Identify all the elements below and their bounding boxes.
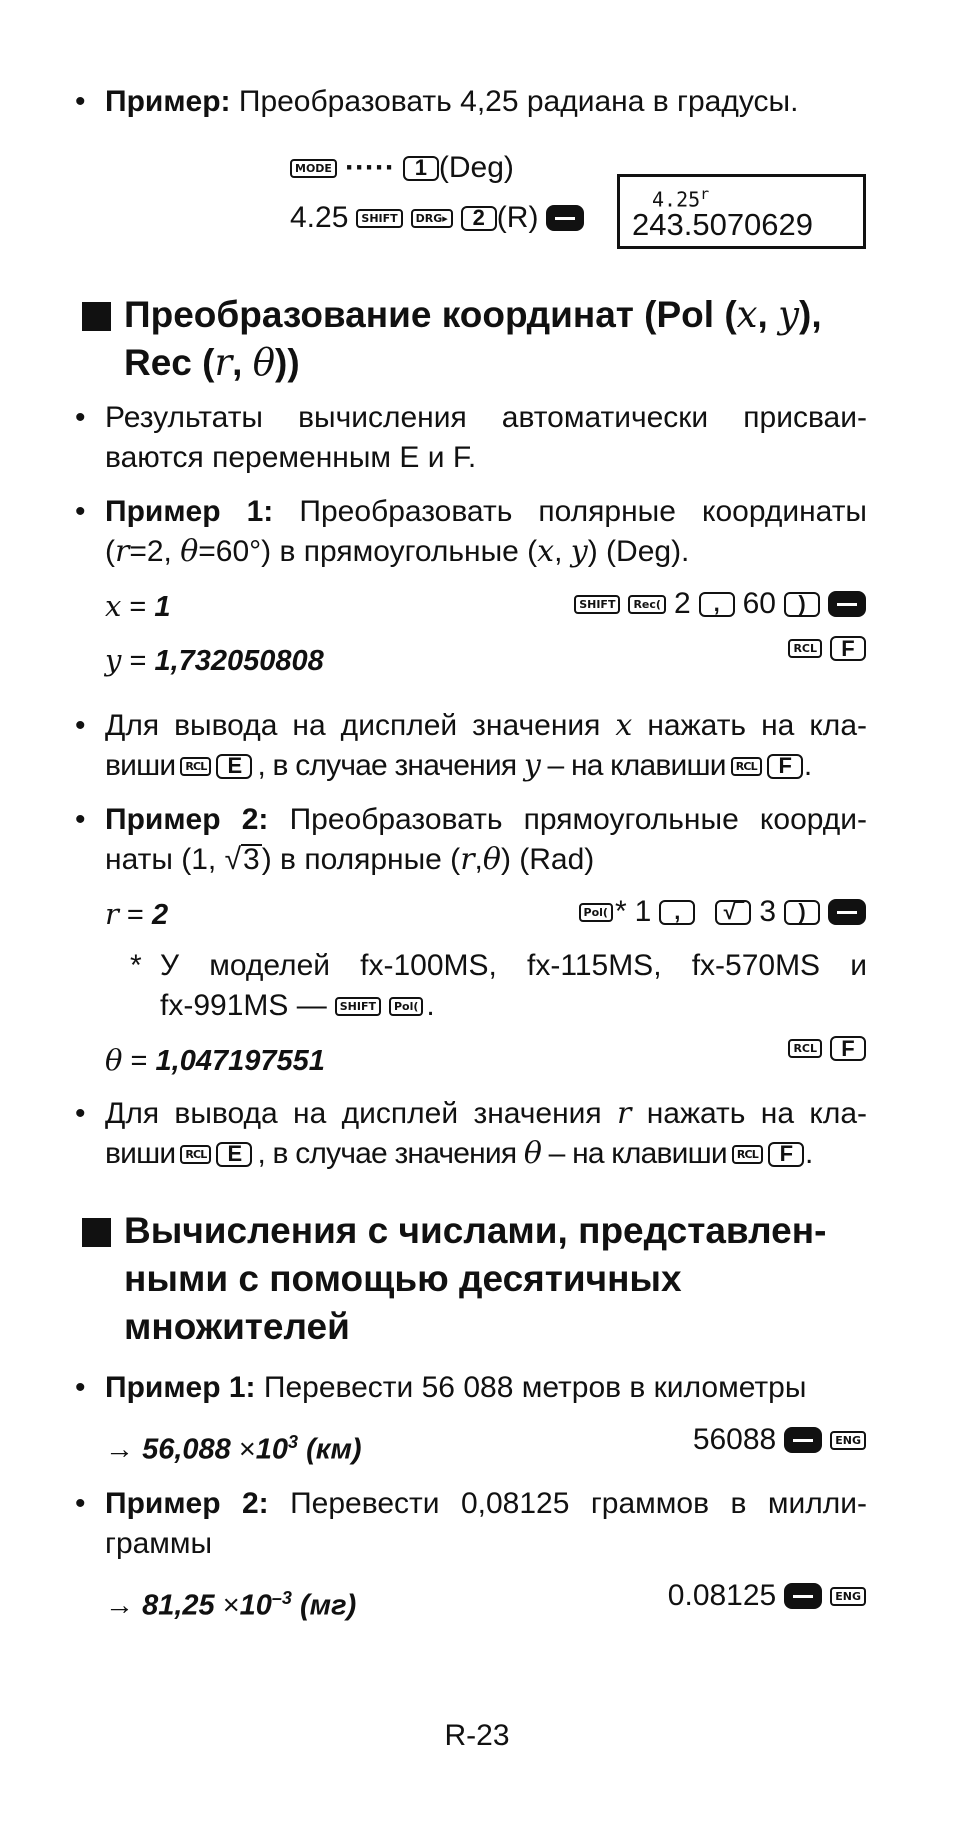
s2-example1-result: → $56,088 \times 10^3$ (км) bbox=[105, 1432, 362, 1466]
intro-key-line-2 bbox=[290, 198, 584, 238]
example2-result-r: r = 2 bbox=[105, 897, 169, 931]
display-result: 243.5070629 bbox=[632, 207, 814, 242]
example2-line2: наты (1, √3) в полярные (r,θ) (Rad) bbox=[105, 842, 595, 877]
bullet-dot: • bbox=[75, 1371, 86, 1404]
section2-title-line2: ными с помощью десятичных bbox=[124, 1258, 682, 1299]
example2-keys-r: Pol( * 1 , √‾ 3 ) bbox=[579, 892, 866, 932]
footnote-line2: fx-991MS — SHIFT Pol( . bbox=[160, 989, 435, 1022]
pol-key[interactable]: Pol( bbox=[389, 997, 423, 1016]
eng-key[interactable]: ENG bbox=[830, 1587, 866, 1606]
bullet-dot: • bbox=[75, 803, 86, 836]
f-key[interactable]: F bbox=[768, 1142, 804, 1167]
example1-result-y: y = 1,732050808 bbox=[105, 643, 324, 677]
example-description: Преобразовать 4,25 радиана в градусы. bbox=[238, 85, 799, 118]
digit: 60 bbox=[742, 587, 776, 620]
example2-keys-theta bbox=[788, 1036, 866, 1061]
section2-title-line3: множителей bbox=[124, 1306, 350, 1347]
rec-key[interactable]: Rec( bbox=[628, 595, 665, 614]
bullet-dot: • bbox=[75, 1097, 86, 1130]
s2-example2-result: → $81,25 \times 10^{-3}$ (мг) bbox=[105, 1588, 357, 1622]
key-1[interactable]: 1 bbox=[403, 156, 439, 181]
rcl-key[interactable]: RCL bbox=[788, 639, 822, 658]
dots: ····· bbox=[344, 151, 395, 184]
sqrt-sign: √ bbox=[224, 843, 242, 876]
example1-result-x: x = 1 bbox=[105, 589, 171, 623]
example1-line2: (r=2, θ=60°) в прямоугольные (x, y) (Deg). bbox=[105, 534, 690, 569]
section2-title-line1: Вычисления с числами, представлен- bbox=[124, 1210, 827, 1251]
calculator-display bbox=[617, 174, 866, 249]
s2-example2-line2: граммы bbox=[105, 1527, 213, 1560]
e-key[interactable]: E bbox=[216, 754, 252, 779]
s2-example2-keys: 0.08125 ENG bbox=[668, 1576, 866, 1616]
section1-title-line2: Rec (r, θ)) bbox=[124, 341, 300, 384]
bullet-dot: • bbox=[75, 709, 86, 742]
equals-key[interactable] bbox=[828, 591, 866, 617]
input-number: 4.25 bbox=[290, 201, 349, 234]
example1-line1: Пример 1: Преобразовать полярные координаты bbox=[105, 495, 867, 528]
pol-key[interactable]: Pol( bbox=[579, 903, 613, 922]
bullet-dot: • bbox=[75, 85, 86, 118]
bullet-display-rtheta-line1: Для вывода на дисплей значения r нажать на кла- bbox=[105, 1096, 868, 1131]
bullet-assign-vars: Результаты вычисления автоматически присваи- bbox=[105, 401, 867, 434]
r-label: (R) bbox=[496, 201, 539, 234]
eng-key[interactable]: ENG bbox=[830, 1431, 866, 1450]
close-paren-key[interactable]: ) bbox=[784, 900, 820, 925]
key-2[interactable]: 2 bbox=[461, 206, 497, 231]
example-label: Пример: bbox=[105, 85, 231, 118]
intro-key-line-1 bbox=[290, 148, 514, 188]
bullet-display-xy-line2: виши RCL E , в случае значения y – на клавиши RCL F . bbox=[105, 748, 812, 783]
heading-square-icon bbox=[82, 1218, 111, 1247]
equals-key[interactable] bbox=[828, 899, 866, 925]
sqrt-key[interactable]: √‾ bbox=[715, 900, 751, 925]
display-radian-mark: r bbox=[700, 185, 710, 203]
comma-key[interactable]: , bbox=[659, 900, 695, 925]
f-key[interactable]: F bbox=[767, 754, 803, 779]
f-key[interactable]: F bbox=[830, 1036, 866, 1061]
equals-key[interactable] bbox=[546, 205, 584, 231]
digit: 2 bbox=[673, 587, 691, 620]
section1-title-line1: Преобразование координат (Pol (x, y), bbox=[124, 293, 822, 336]
rcl-key[interactable]: RCL bbox=[788, 1039, 822, 1058]
mode-key[interactable]: MODE bbox=[290, 159, 337, 178]
rcl-key[interactable]: RCL bbox=[731, 757, 762, 776]
footnote-line1: У моделей fx-100MS, fx-115MS, fx-570MS и bbox=[160, 949, 867, 982]
shift-key[interactable]: SHIFT bbox=[356, 209, 402, 228]
s2-example1-line1: Пример 1: Перевести 56 088 метров в километры bbox=[105, 1371, 807, 1404]
rcl-key[interactable]: RCL bbox=[732, 1145, 763, 1164]
example1-keys-x bbox=[574, 584, 866, 624]
rcl-key[interactable]: RCL bbox=[180, 1145, 211, 1164]
example1-keys-y bbox=[788, 636, 866, 661]
shift-key[interactable]: SHIFT bbox=[335, 997, 381, 1016]
example2-result-theta: θ = 1,047197551 bbox=[105, 1043, 325, 1077]
equals-key[interactable] bbox=[784, 1427, 822, 1453]
deg-label: (Deg) bbox=[438, 151, 514, 184]
s2-example1-keys: 56088 ENG bbox=[693, 1420, 866, 1460]
display-input: 4.25 bbox=[652, 187, 701, 212]
bullet-display-rtheta-line2: виши RCL E , в случае значения θ – на клавиши RCL F . bbox=[105, 1136, 813, 1171]
footnote-star: * bbox=[130, 949, 142, 982]
f-key[interactable]: F bbox=[830, 636, 866, 661]
equals-key[interactable] bbox=[784, 1583, 822, 1609]
bullet-dot: • bbox=[75, 1487, 86, 1520]
comma-key[interactable]: , bbox=[699, 592, 735, 617]
rcl-key[interactable]: RCL bbox=[180, 757, 211, 776]
intro-example-text bbox=[105, 82, 798, 122]
s2-example2-line1: Пример 2: Перевести 0,08125 граммов в милли- bbox=[105, 1487, 867, 1520]
bullet-dot: • bbox=[75, 401, 86, 434]
page-number: R-23 bbox=[444, 1719, 510, 1752]
bullet-assign-vars-cont: ваются переменным E и F. bbox=[105, 441, 477, 474]
close-paren-key[interactable]: ) bbox=[784, 592, 820, 617]
e-key[interactable]: E bbox=[216, 1142, 252, 1167]
bullet-dot: • bbox=[75, 495, 86, 528]
shift-key[interactable]: SHIFT bbox=[574, 595, 620, 614]
example2-line1: Пример 2: Преобразовать прямоугольные коорди- bbox=[105, 803, 868, 836]
bullet-display-xy-line1: Для вывода на дисплей значения x нажать на кла- bbox=[105, 708, 867, 743]
heading-square-icon bbox=[82, 302, 111, 331]
drg-key[interactable]: DRG▸ bbox=[411, 209, 453, 228]
